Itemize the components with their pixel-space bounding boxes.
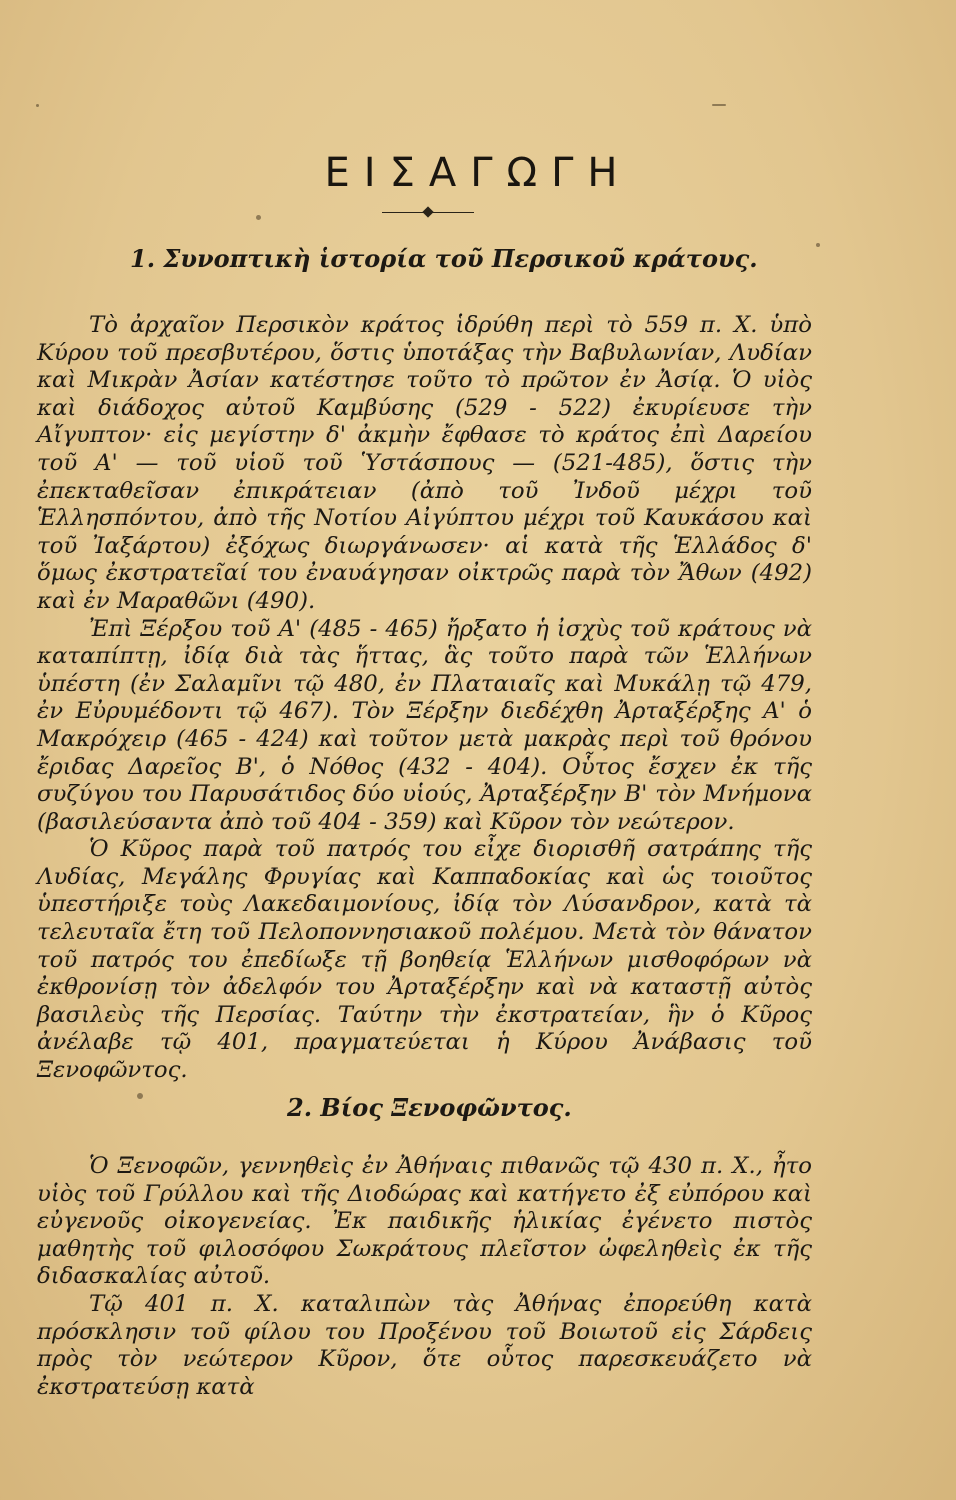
section-body [37, 312, 812, 1085]
paragraph: Τῷ 401 π. Χ. καταλιπὼν τὰς Ἀθήνας ἐπορεύθη κατὰ πρόσκλησιν τοῦ φίλου του Προξένου τοῦ Βοιωτοῦ εἰς Σάρδεις πρὸς τὸν νεώτερον Κῦρον, ὅτε οὗτος παρεσκευάζετο νὰ ἐκστρατεύσῃ κατὰ [37, 1290, 812, 1400]
section-heading: 1. Συνοπτικὴ ἱστορία τοῦ Περσικοῦ κράτους. [130, 244, 758, 273]
paragraph: Ὁ Κῦρος παρὰ τοῦ πατρός του εἶχε διορισθῆ σατράπης τῆς Λυδίας, Μεγάλης Φρυγίας καὶ Καππαδοκίας καὶ ὡς τοιοῦτος ὑπεστήριξε τοὺς Λακεδαιμονίους, ἰδίᾳ τὸν Λύσανδρον, κατὰ τὰ τελευταῖα ἔτη τοῦ Πελοποννησιακοῦ πολέμου. Μετὰ τὸν θάνατον τοῦ πατρός του ἐπεδίωξε τῇ βοηθείᾳ Ἑλλήνων μισθοφόρων νὰ ἐκθρονίσῃ τὸν ἀδελφόν του Ἀρταξέρξην καὶ νὰ καταστῇ αὐτὸς βασιλεὺς τῆς Περσίας. Ταύτην τὴν ἐκστρατείαν, ἣν ὁ Κῦρος ἀνέλαβε τῷ 401, πραγματεύεται ἡ Κύρου Ἀνάβασις τοῦ Ξενοφῶντος. [37, 836, 812, 1084]
paper-speck [712, 104, 726, 106]
paragraph: Ὁ Ξενοφῶν, γεννηθεὶς ἐν Ἀθήναις πιθανῶς τῷ 430 π. Χ., ἦτο υἱὸς τοῦ Γρύλλου καὶ τῆς Διοδώρας καὶ κατήγετο ἐξ εὐπόρου καὶ εὐγενοῦς οἰκογενείας. Ἐκ παιδικῆς ἡλικίας ἐγένετο πιστὸς μαθητὴς τοῦ φιλοσόφου Σωκράτους πλεῖστον ὠφεληθεὶς ἐκ τῆς διδασκαλίας αὐτοῦ. [37, 1153, 812, 1290]
section-body [37, 1153, 812, 1401]
section-heading: 2. Βίος Ξενοφῶντος. [287, 1093, 572, 1122]
paper-speck [256, 215, 261, 220]
paragraph: Ἐπὶ Ξέρξου τοῦ Α' (485 - 465) ἤρξατο ἡ ἰσχὺς τοῦ κράτους νὰ καταπίπτῃ, ἰδίᾳ διὰ τὰς ἥττας, ἃς τοῦτο παρὰ τῶν Ἑλλήνων ὑπέστη (ἐν Σαλαμῖνι τῷ 480, ἐν Πλαταιαῖς καὶ Μυκάλῃ τῷ 479, ἐν Εὐρυμέδοντι τῷ 467). Τὸν Ξέρξην διεδέχθη Ἀρταξέρξης Α' ὁ Μακρόχειρ (465 - 424) καὶ τοῦτον μετὰ μακρὰς περὶ τοῦ θρόνου ἔριδας Δαρεῖος Β', ὁ Νόθος (432 - 404). Οὗτος ἔσχεν ἐκ τῆς συζύγου του Παρυσάτιδος δύο υἱούς, Ἀρταξέρξην Β' τὸν Μνήμονα (βασιλεύσαντα ἀπὸ τοῦ 404 - 359) καὶ Κῦρον τὸν νεώτερον. [37, 615, 812, 835]
page-title: ΕΙΣΑΓΩΓΗ [324, 150, 632, 196]
paper-speck [36, 104, 39, 107]
paragraph: Τὸ ἀρχαῖον Περσικὸν κράτος ἱδρύθη περὶ τὸ 559 π. Χ. ὑπὸ Κύρου τοῦ πρεσβυτέρου, ὅστις ὑποτάξας τὴν Βαβυλωνίαν, Λυδίαν καὶ Μικρὰν Ἀσίαν κατέστησε τοῦτο τὸ πρῶτον ἐν Ἀσίᾳ. Ὁ υἱὸς καὶ διάδοχος αὐτοῦ Καμβύσης (529 - 522) ἐκυρίευσε τὴν Αἴγυπτον· εἰς μεγίστην δ' ἀκμὴν ἔφθασε τὸ κράτος ἐπὶ Δαρείου τοῦ Α' — τοῦ υἱοῦ τοῦ Ὑστάσπους — (521-485), ὅστις τὴν ἐπεκταθεῖσαν ἐπικράτειαν (ἀπὸ τοῦ Ἰνδοῦ μέχρι τοῦ Ἑλλησπόντου, ἀπὸ τῆς Νοτίου Αἰγύπτου μέχρι τοῦ Καυκάσου καὶ τοῦ Ἰαξάρτου) ἐξόχως διωργάνωσεν· αἱ κατὰ τῆς Ἑλλάδος δ' ὅμως ἐκστρατεῖαί του ἐναυάγησαν οἰκτρῶς παρὰ τὸν Ἄθων (492) καὶ ἐν Μαραθῶνι (490). [37, 312, 812, 614]
paper-speck [137, 1093, 143, 1099]
divider-ornament-icon [422, 206, 433, 217]
paper-speck [816, 243, 820, 247]
